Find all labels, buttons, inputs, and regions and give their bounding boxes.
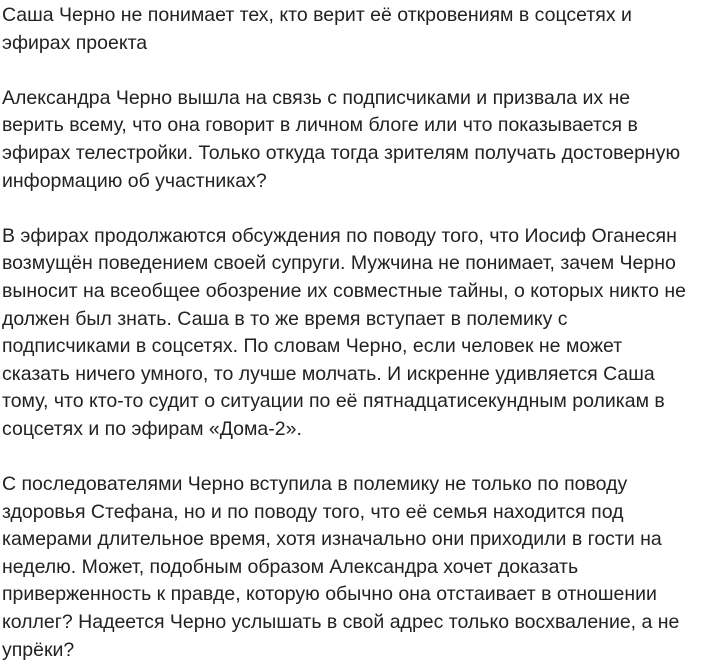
article-paragraph-1: Александра Черно вышла на связь с подписчиками и призвала их не верить всему, что она говорит в личном блоге или что показывается в эфирах телестройки. Только откуда тогда зрителям получать достоверную информацию об участниках? — [2, 86, 681, 192]
article-paragraph-2: В эфирах продолжаются обсуждения по поводу того, что Иосиф Оганесян возмущён поведением своей супруги. Мужчина не понимает, зачем Черно выносит на всеобщее обозрение их совместные тайны, о которых никто не должен был знать. Саша в то же время вступает в полемику с подписчиками в соцсетях. По словам Черно, если человек не может сказать ничего умного, то лучше молчать. И искренне удивляется Саша тому, что кто-то судит о ситуации по её пятнадцатисекундным роликам в соцсетях и по эфирам «Дома-2». — [2, 224, 686, 440]
article-paragraph-3: С последователями Черно вступила в полемику не только по поводу здоровья Стефана, но и по поводу того, что её семья находится под камерами длительное время, хотя изначально они приходили в гости на неделю. Может, подобным образом Александра хочет доказать приверженность к правде, которую обычно она отстаивает в отношении коллег? Надеется Черно услышать в свой адрес только восхваление, а не упрёки? — [2, 473, 680, 661]
article-title: Саша Черно не понимает тех, кто верит её откровениям в соцсетях и эфирах проекта — [2, 4, 632, 54]
